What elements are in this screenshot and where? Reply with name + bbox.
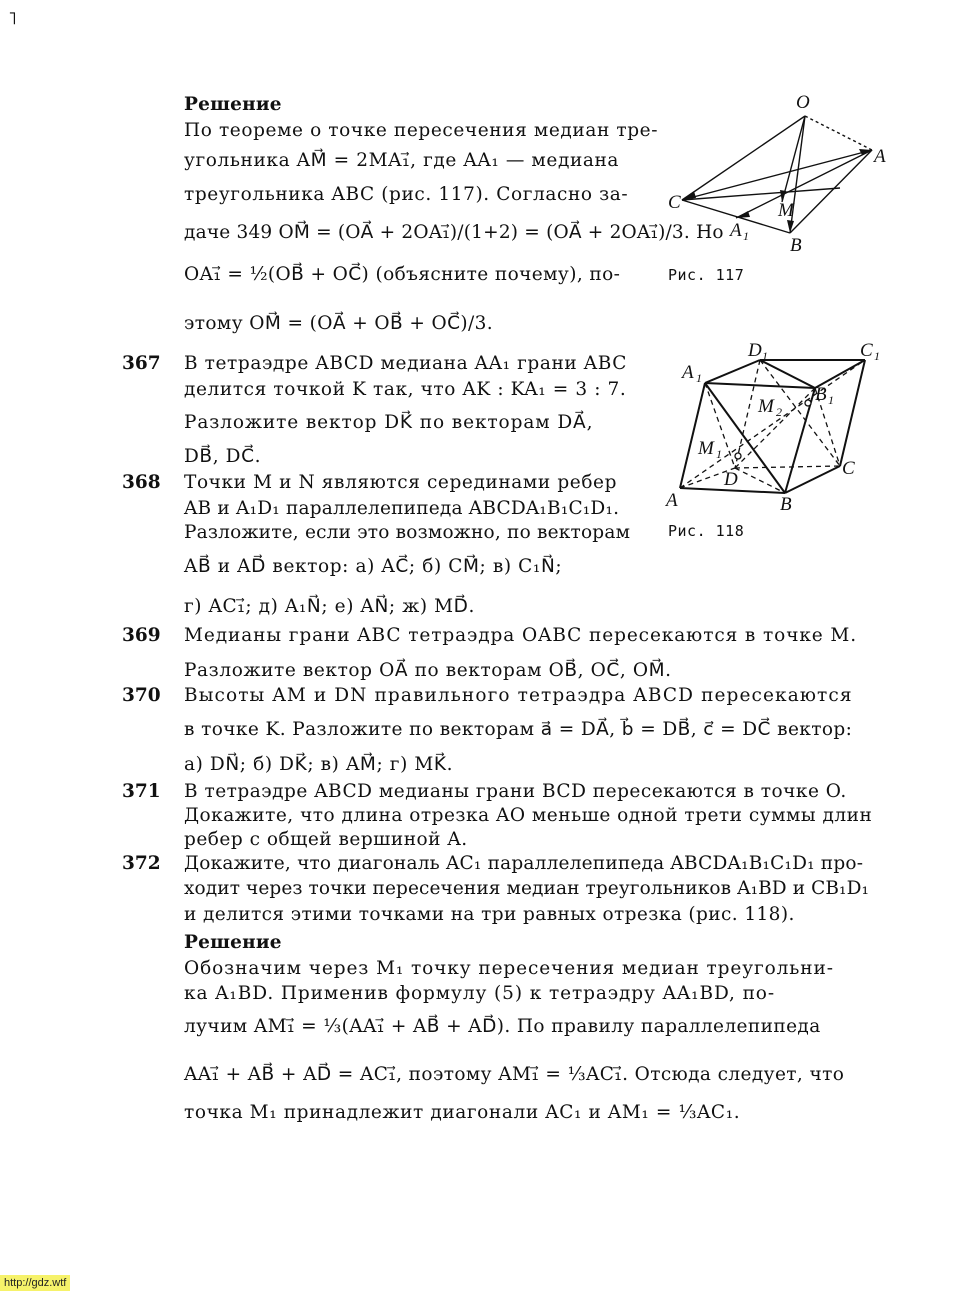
- label-C1-sub: 1: [874, 349, 880, 363]
- text-line: AA₁⃗ + AB⃗ + AD⃗ = AC₁⃗, поэтому AM₁⃗ = ⅓AC₁⃗. Отсюда следует, что: [184, 1064, 845, 1085]
- text-line: г) AC₁⃗; д) A₁N⃗; е) AN⃗; ж) MD⃗.: [184, 596, 475, 617]
- text-line: делится точкой K так, что AK : KA₁ = 3 : 7.: [184, 379, 627, 400]
- label-C1: C: [860, 340, 873, 361]
- solution-heading: Решение: [184, 94, 282, 115]
- problem-number: 370: [122, 685, 161, 706]
- figure-117: [660, 88, 900, 258]
- label-B1: B: [815, 384, 827, 405]
- text-line: Медианы грани ABC тетраэдра OABC пересекаются в точке M.: [184, 625, 858, 646]
- text-line: DB⃗, DC⃗.: [184, 446, 262, 467]
- text-line: точка M₁ принадлежит диагонали AC₁ и AM₁ = ⅓AC₁.: [184, 1102, 741, 1123]
- text-line: а) DN⃗; б) DK⃗; в) AM⃗; г) MK⃗.: [184, 754, 454, 775]
- text-line: этому OM⃗ = (OA⃗ + OB⃗ + OC⃗)/3.: [184, 313, 494, 334]
- text-line: ка A₁BD. Применив формулу (5) к тетраэдру AA₁BD, по-: [184, 983, 775, 1004]
- label-D: D: [724, 469, 738, 490]
- text-line: AB⃗ и AD⃗ вектор: а) AC⃗; б) CM⃗; в) C₁N⃗;: [184, 556, 563, 577]
- label-A: A: [666, 490, 678, 511]
- text-line: лучим AM₁⃗ = ⅓(AA₁⃗ + AB⃗ + AD⃗). По правилу параллелепипеда: [184, 1016, 821, 1037]
- solution-heading: Решение: [184, 932, 282, 953]
- text-line: Докажите, что диагональ AC₁ параллелепипеда ABCDA₁B₁C₁D₁ про-: [184, 853, 864, 874]
- label-A: A: [874, 146, 886, 167]
- text-line: Точки M и N являются серединами ребер: [184, 472, 618, 493]
- label-A1-sub: 1: [696, 371, 702, 385]
- label-B: B: [780, 494, 792, 515]
- label-M1-sub: 1: [716, 447, 722, 461]
- label-B: B: [790, 235, 802, 256]
- label-A1: A: [730, 220, 742, 241]
- solution-117: [184, 92, 659, 144]
- problem-number: 368: [122, 472, 161, 493]
- text-line: и делится этими точками на три равных отрезка (рис. 118).: [184, 904, 795, 925]
- text-line: OA₁⃗ = ½(OB⃗ + OC⃗) (объясните почему), по-: [184, 264, 621, 285]
- text-line: В тетраэдре ABCD медианы грани BCD пересекаются в точке O.: [184, 781, 847, 802]
- text-line: ребер с общей вершиной A.: [184, 829, 468, 850]
- figure-118-caption: Рис. 118: [668, 522, 745, 540]
- figure-118: [660, 338, 890, 518]
- label-M1: M: [698, 438, 714, 459]
- problem-number: 369: [122, 625, 161, 646]
- label-M2: M: [758, 396, 774, 417]
- text-line: угольника AM⃗ = 2MA₁⃗, где AA₁ — медиана: [184, 150, 620, 171]
- text-line: Разложите вектор OA⃗ по векторам OB⃗, OC⃗, OM⃗.: [184, 660, 672, 681]
- label-A1: A: [682, 362, 694, 383]
- source-link[interactable]: http://gdz.wtf: [0, 1275, 70, 1291]
- text-line: В тетраэдре ABCD медиана AA₁ грани ABC: [184, 353, 628, 374]
- label-A1-sub: 1: [743, 229, 749, 243]
- text-line: треугольника ABC (рис. 117). Согласно за-: [184, 184, 629, 205]
- problem-number: 371: [122, 781, 161, 802]
- label-O: O: [796, 92, 810, 113]
- text-line: Обозначим через M₁ точку пересечения медиан треугольни-: [184, 958, 834, 979]
- label-D1-sub: 1: [762, 349, 768, 363]
- label-D1: D: [748, 340, 762, 361]
- figure-117-caption: Рис. 117: [668, 266, 745, 284]
- text-line: AB и A₁D₁ параллелепипеда ABCDA₁B₁C₁D₁.: [184, 498, 620, 519]
- text-line: в точке K. Разложите по векторам a⃗ = DA⃗, b⃗ = DB⃗, c⃗ = DC⃗ вектор:: [184, 719, 853, 740]
- label-C: C: [842, 458, 855, 479]
- problem-number: 367: [122, 353, 161, 374]
- text-line: Докажите, что длина отрезка AO меньше одной трети суммы длин: [184, 805, 873, 826]
- text-line: даче 349 OM⃗ = (OA⃗ + 2OA₁⃗)/(1+2) = (OA⃗ + 2OA₁⃗)/3. Но: [184, 222, 724, 243]
- text-line: ходит через точки пересечения медиан треугольников A₁BD и CB₁D₁: [184, 878, 870, 899]
- label-M: M: [778, 200, 794, 221]
- text-line: Высоты AM и DN правильного тетраэдра ABCD пересекаются: [184, 685, 853, 706]
- label-B1-sub: 1: [828, 393, 834, 407]
- text-line: Разложите вектор DK⃗ по векторам DA⃗,: [184, 412, 594, 433]
- label-M2-sub: 2: [776, 405, 782, 419]
- text-line: По теореме о точке пересечения медиан тре-: [184, 120, 659, 141]
- problem-number: 372: [122, 853, 161, 874]
- label-C: C: [668, 192, 681, 213]
- corner-mark: ˥: [8, 8, 17, 29]
- text-line: Разложите, если это возможно, по векторам: [184, 522, 631, 543]
